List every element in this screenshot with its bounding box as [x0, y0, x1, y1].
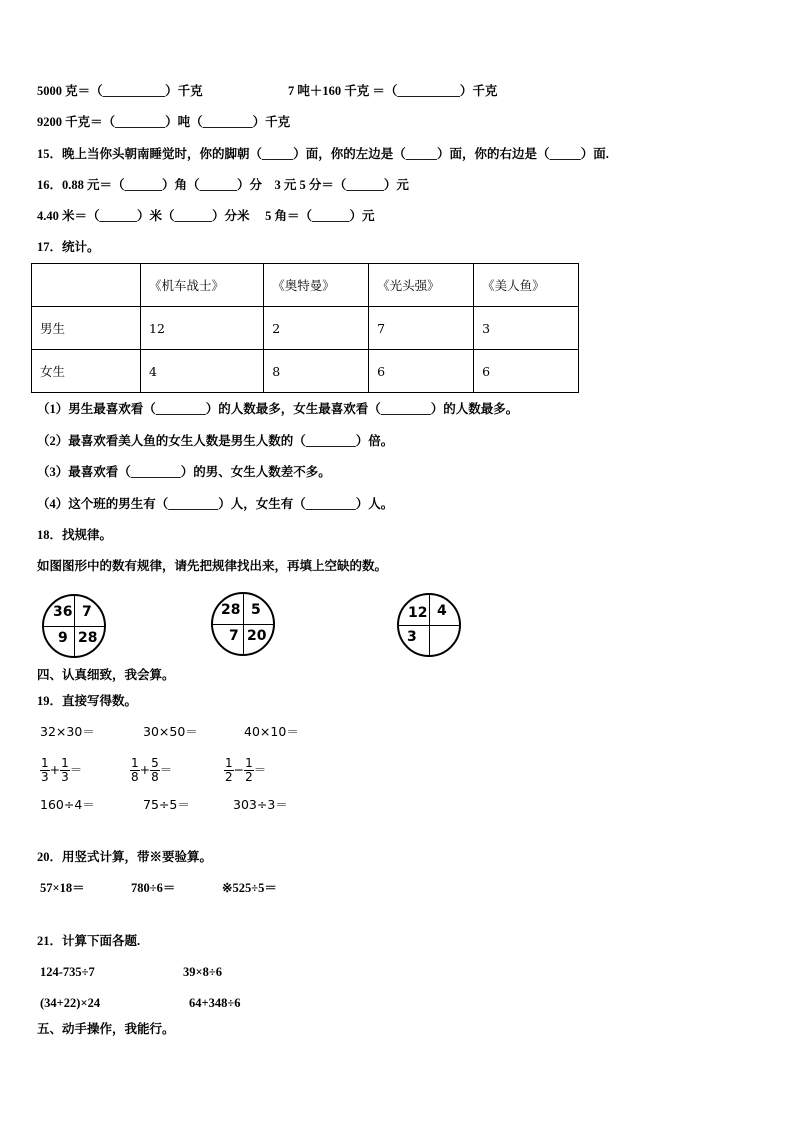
- pattern-circle-2: [211, 592, 275, 656]
- q20-item: ※525÷5＝: [222, 881, 277, 895]
- q21-item: 64+348÷6: [189, 996, 241, 1010]
- q19-item: 40×10＝: [244, 724, 299, 739]
- q17-sub-4: （4）这个班的男生有（________）人，女生有（________）人。: [37, 497, 394, 511]
- circle-number: 28: [221, 602, 241, 618]
- table-row: [32, 307, 579, 350]
- section-5-title: 五、动手操作，我能行。: [37, 1022, 175, 1036]
- pattern-circle-3: [397, 593, 461, 657]
- q15-text: 15．晚上当你头朝南睡觉时，你的脚朝（_____）面，你的左边是（_____）面，你的右边是（_____）面.: [37, 147, 609, 161]
- table-cell: 男生: [32, 307, 141, 350]
- circle-number: 9: [58, 630, 68, 646]
- table-cell: 女生: [32, 350, 141, 393]
- table-cell: 《美人鱼》: [474, 264, 579, 307]
- q14-line-1a: 5000 克＝（__________）千克: [37, 84, 203, 98]
- q14-line-1b: 7 吨＋160 千克 ＝（__________）千克: [288, 84, 498, 98]
- table-cell: 6: [474, 350, 579, 393]
- table-cell: 《奥特曼》: [264, 264, 369, 307]
- circle-number: 5: [251, 602, 261, 618]
- q17-sub-2: （2）最喜欢看美人鱼的女生人数是男生人数的（________）倍。: [37, 434, 394, 448]
- q21-item: 124-735÷7: [40, 965, 95, 979]
- q20-item: 780÷6＝: [131, 881, 176, 895]
- q21-item: 39×8÷6: [183, 965, 222, 979]
- circle-number: 28: [78, 630, 98, 646]
- q19-item: 303÷3＝: [233, 797, 288, 812]
- table-cell: 4: [141, 350, 264, 393]
- q21-title: 21．计算下面各题.: [37, 934, 141, 948]
- circle-number: 7: [229, 628, 239, 644]
- q19-item: 32×30＝: [40, 724, 95, 739]
- q17-title: 17．统计。: [37, 240, 100, 254]
- q16-line-a: 16．0.88 元＝（______）角（______）分 3 元 5 分＝（______）元: [37, 178, 409, 192]
- q21-item: (34+22)×24: [40, 996, 101, 1010]
- q17-sub-3: （3）最喜欢看（________）的男、女生人数差不多。: [37, 465, 331, 479]
- q19-fraction-2: $\frac{1}{8}$ + $\frac{5}{8}$ ＝: [131, 755, 173, 784]
- table-cell: 《光头强》: [369, 264, 474, 307]
- table-row: [32, 350, 579, 393]
- q19-title: 19．直接写得数。: [37, 694, 138, 708]
- table-cell: 7: [369, 307, 474, 350]
- circle-number: 20: [247, 628, 267, 644]
- table-cell: 12: [141, 307, 264, 350]
- table-cell: [32, 264, 141, 307]
- pattern-circle-1: [42, 594, 106, 658]
- q19-item: 75÷5＝: [143, 797, 190, 812]
- stats-table: [31, 263, 579, 393]
- circle-number: 12: [408, 605, 428, 621]
- q19-fraction-3: $\frac{1}{2}$ − $\frac{1}{2}$ ＝: [225, 755, 267, 784]
- table-cell: 8: [264, 350, 369, 393]
- section-4-title: 四、认真细致，我会算。: [37, 668, 175, 682]
- q14-line-2: 9200 千克＝（________）吨（________）千克: [37, 115, 291, 129]
- q19-item: 160÷4＝: [40, 797, 95, 812]
- q19-item: 30×50＝: [143, 724, 198, 739]
- q16-line-b: 4.40 米＝（______）米（______）分米 5 角＝（______）元: [37, 209, 375, 223]
- q18-description: 如图图形中的数有规律，请先把规律找出来，再填上空缺的数。: [37, 559, 388, 573]
- q20-item: 57×18＝: [40, 881, 85, 895]
- circle-number: 3: [407, 629, 417, 645]
- table-cell: 2: [264, 307, 369, 350]
- table-cell: 3: [474, 307, 579, 350]
- table-cell: 《机车战士》: [141, 264, 264, 307]
- circle-number: 4: [437, 603, 447, 619]
- table-cell: 6: [369, 350, 474, 393]
- q19-fraction-1: $\frac{1}{3}$ + $\frac{1}{3}$ ＝: [41, 755, 83, 784]
- circle-number: 36: [53, 604, 73, 620]
- q17-sub-1: （1）男生最喜欢看（________）的人数最多，女生最喜欢看（________）的人数最多。: [37, 402, 519, 416]
- q18-title: 18．找规律。: [37, 528, 113, 542]
- q20-title: 20．用竖式计算，带※要验算。: [37, 850, 213, 864]
- table-header-row: [32, 264, 579, 307]
- circle-number: 7: [82, 604, 92, 620]
